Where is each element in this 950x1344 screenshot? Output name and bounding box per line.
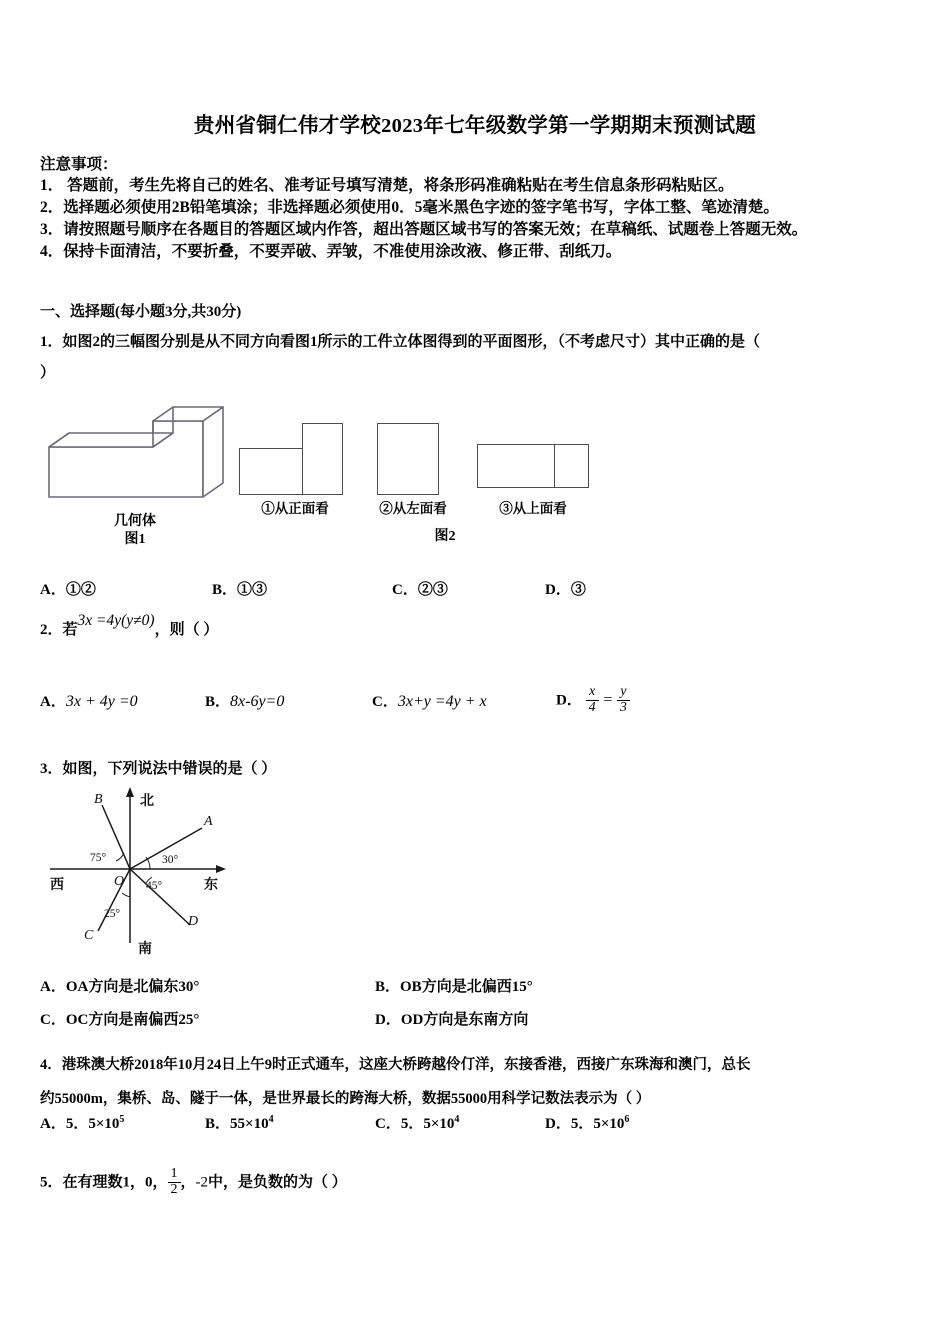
option-b-mantissa: 55×10 bbox=[230, 1116, 269, 1132]
option-c-key: C． bbox=[372, 694, 398, 710]
arrow-north bbox=[126, 787, 134, 797]
option-d-fraction-right bbox=[617, 685, 630, 715]
option-d bbox=[556, 686, 630, 716]
question-5-lead: 5．在有理数1，0， bbox=[40, 1174, 168, 1191]
notice-item: 4．保持卡面清洁，不要折叠，不要弄破、弄皱，不准使用涂改液、修正带、刮纸刀。 bbox=[40, 243, 622, 260]
angle-label-30: 30° bbox=[162, 854, 179, 866]
option-a bbox=[40, 690, 138, 711]
view-side-rect bbox=[377, 423, 439, 495]
option-b-text: OB方向是北偏西15° bbox=[400, 979, 533, 995]
section-heading: 一、选择题(每小题3分,共30分) bbox=[40, 304, 242, 320]
view-side-label: ②从左面看 bbox=[379, 501, 447, 516]
option-d-key: D． bbox=[545, 1116, 571, 1132]
question-2-expression: 3x =4y(y≠0) bbox=[77, 612, 155, 629]
option-a bbox=[40, 975, 199, 996]
view-front-shape bbox=[235, 423, 355, 495]
figure-2-caption: 图2 bbox=[434, 529, 456, 544]
view-front-rect-tall bbox=[302, 423, 343, 495]
question-2-stem bbox=[40, 612, 219, 639]
label-north: 北 bbox=[140, 794, 154, 809]
ray-od bbox=[130, 869, 190, 925]
option-c-text: ②③ bbox=[417, 582, 448, 598]
option-a-text: 3x + 4y =0 bbox=[65, 693, 138, 710]
option-a-key: A． bbox=[40, 979, 66, 995]
option-a-mantissa: 5．5×10 bbox=[65, 1116, 120, 1132]
option-b-text: ①③ bbox=[237, 582, 268, 598]
option-d-key: D． bbox=[545, 582, 571, 598]
option-b-key: B． bbox=[375, 979, 401, 995]
option-d bbox=[545, 1112, 629, 1133]
option-d-key: D． bbox=[556, 692, 582, 709]
option-d-text: OD方向是东南方向 bbox=[400, 1012, 529, 1028]
option-c-exponent: 4 bbox=[454, 1114, 460, 1125]
option-a bbox=[40, 1112, 124, 1133]
option-c bbox=[372, 690, 487, 711]
view-top-rect bbox=[477, 444, 589, 488]
notice-item: 3．请按照题号顺序在各题目的答题区域内作答，超出答题区域书写的答案无效；在草稿纸、试题卷上答题无效。 bbox=[40, 221, 808, 238]
arrow-east bbox=[216, 865, 226, 873]
question-5-stem bbox=[40, 1168, 347, 1198]
solid-caption bbox=[35, 513, 235, 549]
question-5-mid: ， bbox=[180, 1174, 196, 1191]
question-2-number: 2． bbox=[40, 622, 63, 638]
question-1-figure bbox=[35, 385, 595, 555]
question-5-negative-number: -2 bbox=[195, 1174, 209, 1191]
option-a-key: A． bbox=[40, 582, 66, 598]
option-c bbox=[40, 1008, 199, 1029]
equals-sign: = bbox=[602, 691, 614, 709]
notice-item: 1． 答题前，考生先将自己的姓名、准考证号填写清楚，将条形码准确粘贴在考生信息条形码粘贴区。 bbox=[40, 177, 734, 194]
option-c bbox=[375, 1112, 459, 1133]
label-south: 南 bbox=[138, 942, 152, 957]
option-b-text: 8x-6y=0 bbox=[230, 693, 285, 710]
view-side bbox=[353, 423, 473, 517]
question-4-line-2: 约55000m，集桥、岛、隧于一体，是世界最长的跨海大桥，数据55000用科学记数法表示为（ ） bbox=[40, 1091, 651, 1107]
compass-svg bbox=[42, 783, 242, 958]
view-front-rect-low bbox=[239, 448, 303, 495]
option-b bbox=[205, 1112, 274, 1133]
option-d-fraction-left bbox=[586, 685, 599, 715]
view-top-label: ③从上面看 bbox=[499, 501, 567, 516]
option-d-key: D． bbox=[375, 1012, 401, 1028]
option-b-exponent: 4 bbox=[268, 1114, 274, 1125]
fraction-numerator: 1 bbox=[168, 1167, 181, 1183]
option-b-key: B． bbox=[212, 582, 238, 598]
fraction-numerator: x bbox=[586, 685, 599, 701]
angle-arc-c bbox=[122, 893, 130, 897]
label-west: 西 bbox=[50, 878, 64, 893]
figure-1-caption: 图1 bbox=[124, 532, 146, 547]
option-c-key: C． bbox=[375, 1116, 401, 1132]
label-origin: O bbox=[114, 874, 125, 889]
solid-label: 几何体 bbox=[114, 514, 156, 529]
option-a-key: A． bbox=[40, 1116, 66, 1132]
question-2-tail: ，则（ ） bbox=[154, 622, 219, 638]
option-c-key: C． bbox=[40, 1012, 66, 1028]
option-a bbox=[40, 578, 96, 599]
option-c-text: 3x+y =4y + x bbox=[397, 693, 487, 710]
fraction-numerator: y bbox=[617, 685, 630, 701]
angle-label-25: 25° bbox=[104, 908, 121, 920]
notice-heading: 注意事项： bbox=[40, 156, 118, 173]
label-ray-c: C bbox=[84, 928, 94, 943]
label-ray-b: B bbox=[94, 792, 103, 807]
view-side-shape bbox=[353, 423, 473, 495]
option-d bbox=[545, 578, 586, 599]
option-b bbox=[375, 975, 533, 996]
fraction-denominator: 2 bbox=[170, 1181, 178, 1197]
question-1-stem-tail: ） bbox=[40, 365, 56, 381]
view-top bbox=[471, 423, 595, 517]
option-c-text: OC方向是南偏西25° bbox=[65, 1012, 200, 1028]
option-d-mantissa: 5．5×10 bbox=[570, 1116, 625, 1132]
question-1-stem-text: 1．如图2的三幅图分别是从不同方向看图1所示的工件立体图得到的平面图形，（不考虑尺寸）其中正确的是（ bbox=[40, 334, 761, 350]
notice-list bbox=[40, 175, 920, 263]
label-ray-d: D bbox=[188, 914, 199, 929]
view-top-divider bbox=[554, 444, 555, 488]
ray-ob bbox=[102, 805, 130, 869]
option-d-text: ③ bbox=[570, 582, 586, 598]
question-4-stem bbox=[40, 1048, 930, 1116]
option-a-key: A． bbox=[40, 694, 66, 710]
fraction-denominator: 4 bbox=[588, 699, 596, 715]
option-b-key: B． bbox=[205, 1116, 231, 1132]
option-d bbox=[375, 1008, 528, 1029]
question-3-compass-diagram bbox=[42, 783, 242, 958]
question-5-fraction bbox=[168, 1167, 181, 1197]
option-a-text: OA方向是北偏东30° bbox=[65, 979, 200, 995]
view-front-label: ①从正面看 bbox=[261, 501, 329, 516]
option-b-key: B． bbox=[205, 694, 231, 710]
question-3-stem: 3．如图，下列说法中错误的是（ ） bbox=[40, 761, 277, 777]
question-1-stem bbox=[40, 327, 920, 389]
notice-item: 2．选择题必须使用2B铅笔填涂；非选择题必须使用0．5毫米黑色字迹的签字笔书写，字体工整、笔迹清楚。 bbox=[40, 199, 779, 216]
page-title: 贵州省铜仁伟才学校2023年七年级数学第一学期期末预测试题 bbox=[193, 115, 757, 137]
fraction-denominator: 3 bbox=[619, 699, 627, 715]
option-d-exponent: 6 bbox=[624, 1114, 630, 1125]
option-c-mantissa: 5．5×10 bbox=[400, 1116, 455, 1132]
view-front bbox=[235, 423, 355, 517]
orthographic-views bbox=[235, 423, 595, 543]
option-b bbox=[212, 578, 267, 599]
question-2-lead: 若 bbox=[62, 622, 78, 638]
angle-label-45: 45° bbox=[146, 880, 163, 892]
solid-3d-illustration bbox=[35, 385, 235, 547]
option-a-exponent: 5 bbox=[119, 1114, 125, 1125]
view-top-shape bbox=[471, 423, 595, 495]
solid-3d-svg bbox=[35, 385, 235, 520]
option-b bbox=[205, 690, 284, 711]
label-ray-a: A bbox=[204, 814, 213, 829]
question-4-line-1: 4．港珠澳大桥2018年10月24日上午9时正式通车，这座大桥跨越伶仃洋，东接香港，西接广东珠海和澳门，总长 bbox=[40, 1057, 751, 1073]
option-c bbox=[392, 578, 448, 599]
label-east: 东 bbox=[204, 878, 218, 893]
option-a-text: ①② bbox=[65, 582, 96, 598]
option-c-key: C． bbox=[392, 582, 418, 598]
angle-label-75: 75° bbox=[90, 852, 107, 864]
question-5-tail: 中，是负数的为（ ） bbox=[208, 1174, 347, 1191]
